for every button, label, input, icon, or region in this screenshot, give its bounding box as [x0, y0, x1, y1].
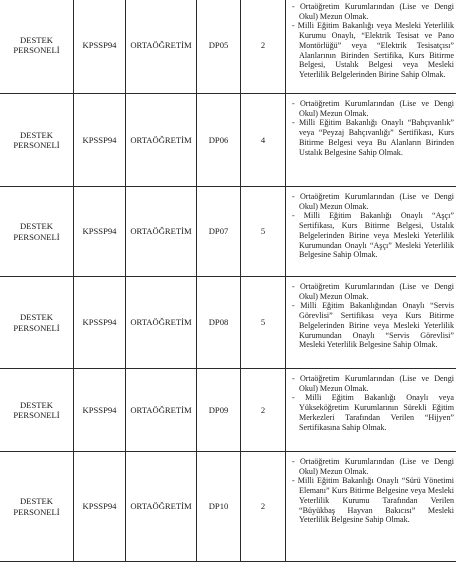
requirements-cell — [286, 277, 456, 369]
table-row — [0, 452, 456, 562]
position-count-cell: 4 — [241, 94, 286, 187]
position-code-cell: DP08 — [197, 277, 241, 369]
position-code-cell: DP07 — [197, 187, 241, 277]
education-level-cell: ORTAÖĞRETİM — [126, 94, 197, 187]
position-count-cell: 2 — [241, 0, 286, 94]
requirements-cell — [286, 94, 456, 187]
requirement-line: - Milli Eğitim Bakanlığı Onaylı “Aşçı” Sertifikası, Kurs Bitirme Belgesi, Ustalık Belgelerinden Birine veya Mesleki Yeterlilik Kurumundan Onaylı “Aşçı” Mesleki Yeterlilik Belgesine Sahip Olmak. — [292, 211, 454, 260]
table-row — [0, 0, 456, 94]
education-level-cell: ORTAÖĞRETİM — [126, 0, 197, 94]
education-level-cell: ORTAÖĞRETİM — [126, 452, 197, 562]
requirement-line: - Milli Eğitim Bakanlığı veya Mesleki Yeterlilik Kurumu Onaylı, “Elektrik Tesisat ve Pano Montörlüğü” veya “Elektrik Tesisatçısı” Alanlarının Birinden Sertifika, Kurs Bitirme Belgesi, Ustalık Belgesi veya Mesleki Yeterlilik Belgelerinden Birine Sahip Olmak. — [292, 21, 454, 79]
position-cell: DESTEK PERSONELİ — [0, 94, 74, 187]
requirement-line: - Milli Eğitim Bakanlığı Onaylı “Sürü Yönetimi Elemanı” Kurs Bitirme Belgesine veya Mesleki Yeterlilik Kurumu Tarafından Verilen “Büyükbaş Hayvan Bakıcısı” Mesleki Yeterlilik Belgesine Sahip Olmak. — [292, 476, 454, 525]
position-cell: DESTEK PERSONELİ — [0, 369, 74, 452]
requirement-line: - Ortaöğretim Kurumlarından (Lise ve Dengi Okul) Mezun Olmak. — [292, 192, 454, 211]
requirements-cell — [286, 187, 456, 277]
requirement-line: - Ortaöğretim Kurumlarından (Lise ve Dengi Okul) Mezun Olmak. — [292, 99, 454, 118]
requirements-cell — [286, 452, 456, 562]
position-count-cell: 5 — [241, 187, 286, 277]
position-cell: DESTEK PERSONELİ — [0, 187, 74, 277]
requirement-line: - Ortaöğretim Kurumlarından (Lise ve Dengi Okul) Mezun Olmak. — [292, 374, 454, 393]
exam-type-cell: KPSSP94 — [74, 369, 126, 452]
table-row — [0, 369, 456, 452]
position-code-cell: DP10 — [197, 452, 241, 562]
table-row — [0, 94, 456, 187]
requirement-line: - Milli Eğitim Bakanlığı Onaylı “Bahçıvanlık” veya “Peyzaj Bahçıvanlığı” Sertifikası, Kurs Bitirme Belgesi veya Bu Alanların Birinden Ustalık Belgesine Sahip Olmak. — [292, 118, 454, 157]
position-cell: DESTEK PERSONELİ — [0, 452, 74, 562]
position-cell: DESTEK PERSONELİ — [0, 0, 74, 94]
requirement-line: - Ortaöğretim Kurumlarından (Lise ve Dengi Okul) Mezun Olmak. — [292, 282, 454, 301]
requirements-cell — [286, 0, 456, 94]
exam-type-cell: KPSSP94 — [74, 0, 126, 94]
exam-type-cell: KPSSP94 — [74, 94, 126, 187]
table-row — [0, 187, 456, 277]
exam-type-cell: KPSSP94 — [74, 277, 126, 369]
requirement-line: - Ortaöğretim Kurumlarından (Lise ve Dengi Okul) Mezun Olmak. — [292, 2, 454, 21]
position-count-cell: 5 — [241, 277, 286, 369]
position-code-cell: DP06 — [197, 94, 241, 187]
education-level-cell: ORTAÖĞRETİM — [126, 187, 197, 277]
education-level-cell: ORTAÖĞRETİM — [126, 369, 197, 452]
requirement-line: - Milli Eğitim Bakanlığından Onaylı “Servis Görevlisi” Sertifikası veya Kurs Bitirme Belgelerinden Birine veya Mesleki Yeterlilik Kurumundan Onaylı “Servis Görevlisi” Mesleki Yeterlilik Belgesine Sahip Olmak. — [292, 301, 454, 350]
position-code-cell: DP09 — [197, 369, 241, 452]
requirement-line: - Ortaöğretim Kurumlarından (Lise ve Dengi Okul) Mezun Olmak. — [292, 457, 454, 476]
requirements-cell — [286, 369, 456, 452]
exam-type-cell: KPSSP94 — [74, 187, 126, 277]
position-count-cell: 2 — [241, 369, 286, 452]
position-cell: DESTEK PERSONELİ — [0, 277, 74, 369]
table-row — [0, 277, 456, 369]
position-count-cell: 2 — [241, 452, 286, 562]
requirement-line: - Milli Eğitim Bakanlığı Onaylı veya Yükseköğretim Kurumlarının Sürekli Eğitim Merkezleri Tarafından Verilen “Hijyen” Sertifikasına Sahip Olmak. — [292, 393, 454, 432]
position-code-cell: DP05 — [197, 0, 241, 94]
education-level-cell: ORTAÖĞRETİM — [126, 277, 197, 369]
exam-type-cell: KPSSP94 — [74, 452, 126, 562]
